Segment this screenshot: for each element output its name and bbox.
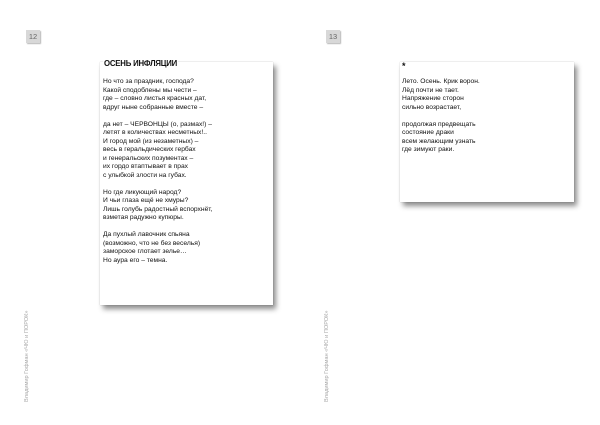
poem-line: И чьи глаза ещё не хмуры? [103, 197, 189, 204]
poem-line: Какой сподоблены мы чести – [103, 86, 197, 94]
poem-line: и генеральских позументах – [103, 154, 194, 162]
poem-line: Но где ликующий народ? [103, 188, 182, 196]
poem-line: где – словно листья красных дат, [103, 95, 207, 102]
poem-body-right [402, 78, 480, 163]
poem-line: продолжая предвещать [402, 120, 476, 128]
poem-line: летят в количествах несметных!.. [103, 129, 207, 136]
poem-line: заморское глотает зелье… [103, 248, 187, 255]
stanza [103, 189, 213, 223]
poem-line: Лето. Осень. Крик ворон. [402, 78, 480, 85]
poem-line: сильно возрастает, [402, 103, 462, 111]
poem-line: вдруг ныне собранные вместе – [103, 103, 204, 111]
poem-line: всем желающим узнать [402, 137, 476, 145]
stanza [103, 231, 213, 265]
page-number-right: 13 [326, 30, 340, 43]
poem-line: Лишь голубь радостный вспорхнёт, [103, 205, 213, 213]
poem-body-left [103, 78, 213, 274]
poem-line: Да пухлый лавочник спьяна [103, 231, 190, 238]
side-caption-left: Владимир Гофман «ЧЮ и ПОРОК» [24, 310, 30, 402]
poem-line: состояние драки [402, 129, 454, 136]
poem-line: И город мой (из незаметных) – [103, 137, 199, 145]
stanza [103, 121, 213, 181]
stanza [402, 121, 480, 155]
poem-line: их гордо втаптывает в прах [103, 163, 189, 170]
stanza [103, 78, 213, 112]
poem-line: взметая радужно купюры. [103, 214, 184, 221]
poem-line: (возможно, что не без веселья) [103, 239, 201, 247]
poem-line: Лёд почти не тает. [402, 86, 459, 94]
poem-marker: * [402, 61, 406, 71]
poem-line: Но аура его – темна. [103, 256, 168, 264]
side-caption-right: Владимир Гофман «ЧЮ и ПОРОК» [324, 310, 330, 402]
poem-line: да нет – ЧЕРВОНЦЫ (о, размах!) – [103, 120, 212, 128]
poem-line: Но что за праздник, господа? [103, 78, 194, 85]
page-number-left: 12 [26, 30, 40, 43]
poem-line: Напряжение сторон [402, 95, 464, 102]
poem-line: где зимуют раки. [402, 146, 455, 153]
poem-title: ОСЕНЬ ИНФЛЯЦИИ [104, 59, 178, 68]
poem-line: с улыбкой злости на губах. [103, 171, 187, 179]
poem-line: весь в геральдических гербах [103, 146, 196, 153]
stanza [402, 78, 480, 112]
